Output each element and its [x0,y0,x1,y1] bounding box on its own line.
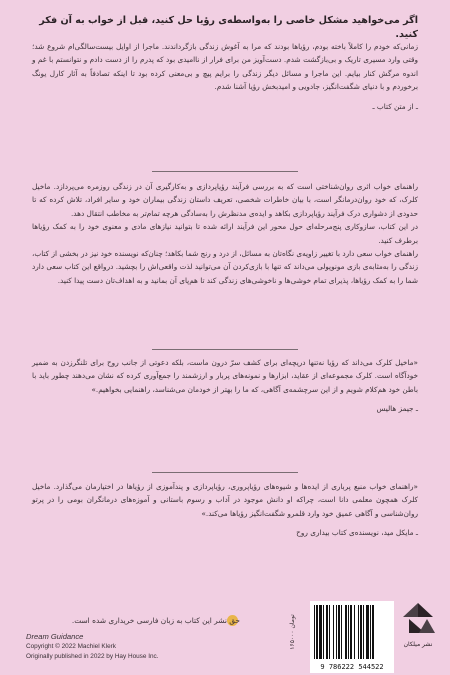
intro-text: زمانی‌که خودم را کاملاً باخته بودم، رؤیاها بودند که مرا به آغوش زندگی بازگرداندند. ماجرا از اوایل بیست‌سالگی‌ام شروع شد؛ وقتی وارد مسیری تاریک و بی‌بازگشت شدم. دست‌آویز من برای فرار از ناامیدی بود که پدرم را از دست دادم و نتوانستم با غم و اندوه مرگش کنار بیایم. این ماجرا و مسائل دیگر زندگی را برایم پیچ و بی‌معنی کرده بود تا اینکه تصادفاً به آثار کارل یونگ برخوردم و با دنیای شگفت‌انگیز، جادویی و امیدبخش رؤیا آشنا شدم. [32,42,418,92]
divider [152,349,298,350]
copyright-line: Copyright © 2022 Machiel Klerk [26,643,116,650]
barcode-bar [326,605,328,659]
isbn-barcode [310,601,394,673]
barcode-bar [341,605,342,659]
original-publication-line: Originally published in 2022 by Hay House Inc. [26,653,159,660]
book-description [32,180,418,287]
endorsement-attribution: ـ جیمز هالیس [376,404,418,414]
barcode-bar [358,605,359,659]
barcode-bar [363,605,364,659]
barcode-bar [360,605,362,659]
barcode-bar [314,605,315,659]
barcode-bar [323,605,324,659]
barcode-bar [354,605,355,659]
endorsement-hollis [32,356,418,416]
barcode-bar [366,605,369,659]
barcode-bar [336,605,337,659]
english-title: Dream Guidance [26,632,84,641]
barcode-bar [370,605,371,659]
divider [152,472,298,473]
intro-attribution: ـ از متن کتاب ـ [372,101,418,111]
english-credits [26,632,159,662]
barcode-bar [329,605,330,659]
barcode-bar [319,605,322,659]
endorsement-meade [32,480,418,540]
barcode-digits: 9 786222 544522 [320,663,384,671]
rights-notice: حق نشر این کتاب به زبان فارسی خریداری شده است. [71,616,240,625]
barcode-bar [345,605,347,659]
price-label: ۱۶۵۰۰۰ تومان [289,614,296,650]
barcode-bar [316,605,318,659]
divider [152,171,298,172]
publisher-logo [399,601,437,653]
endorsement-attribution: ـ مایکل مید، نویسنده‌ی کتاب بیداری روح [296,528,418,538]
cover-tagline: اگر می‌خواهید مشکل خاصی را به‌واسطه‌ی رؤیا حل کنید، قبل از خواب به آن فکر کنید. [39,15,418,40]
intro-excerpt [32,40,418,113]
barcode-bar [338,605,340,659]
cover-footer [0,596,450,675]
barcode-bar [348,605,349,659]
description-paragraph-1: راهنمای خواب اثری روان‌شناختی است که به بررسی فرآیند رؤیاپردازی و به‌کارگیری آن در زندگی روزمره می‌پردازد. ماخیل کلرک، که خود روان‌درمانگر است، با بیان خاطرات شخصی، تعریف داستان زندگی بیماران خود و سایر افراد، تلاش کرده که تا حدودی از دشواری درک فرآیند رؤیاپردازی بکاهد و ایده‌ی مدنظرش را به‌سادگی هرچه تمام‌تر به مخاطب انتقال دهد. [32,182,418,218]
endorsement-text: «ماخیل کلرک می‌داند که رؤیا نه‌تنها دریچه‌ای برای کشف سرّ درون ماست، بلکه دعوتی از جانب روح برای تلنگرزدن به ضمیر خودآگاه است. کلرک مجموعه‌ای از عقاید، ابزارها و نمونه‌های پربار و ارزشمند را جمع‌آوری کرده که نشان می‌دهند چطور باید با باطن خود هم‌کلام شویم و از این سرچشمه‌ی آگاهی، که ما را بهتر از خودمان می‌شناسد، راهنمایی بخواهیم.» [32,358,418,394]
barcode-bar [333,605,334,659]
publisher-name: نشر میلکان [403,641,433,648]
description-paragraph-2: در این کتاب، سازوکاری پنج‌مرحله‌ای حول محور این فرآیند ارائه شده تا بتوانید نیازهای مادی و معنوی خود را به کمک رؤیاها برطرف کنید. [32,222,418,245]
barcode-bar [350,605,352,659]
endorsement-text: «راهنمای خواب منبع پرباری از ایده‌ها و شیوه‌های رؤیاپروری، رؤیاپردازی و پندآموزی از رؤیاها در اختیارمان می‌گذارد. ماخیل کلرک همچون معلمی دانا است، چراکه او دانش موجود در آداب و رسوم باستانی و آموزه‌های درمانگران بومی را در پرتو روان‌شناسی و آگاهی عمیق خود وارد قلمرو شگفت‌انگیز رؤیاها می‌کند.» [32,482,418,518]
description-paragraph-3: راهنمای خواب سعی دارد با تغییر زاویه‌ی نگاه‌تان به مسائل، از درد و رنج شما بکاهد؛ چنان‌که نویسنده خود نیز در بخشی از کتاب، زندگی را به‌مثابه‌ی بازی مونوپولی می‌داند که تنها با بازی‌کردن آن می‌توانید لذت واقعی‌اش را بچشید. درواقع این کتاب سعی دارد شما را به کمک رؤیاها، پذیرای تمام خوشی‌ها و ناخوشی‌های زندگی کند تا هم‌پای آن بمانید و به اهداف‌تان دست پیدا کنید. [32,249,418,285]
vertical-isbn-price [285,604,303,660]
barcode-bar [372,605,374,659]
